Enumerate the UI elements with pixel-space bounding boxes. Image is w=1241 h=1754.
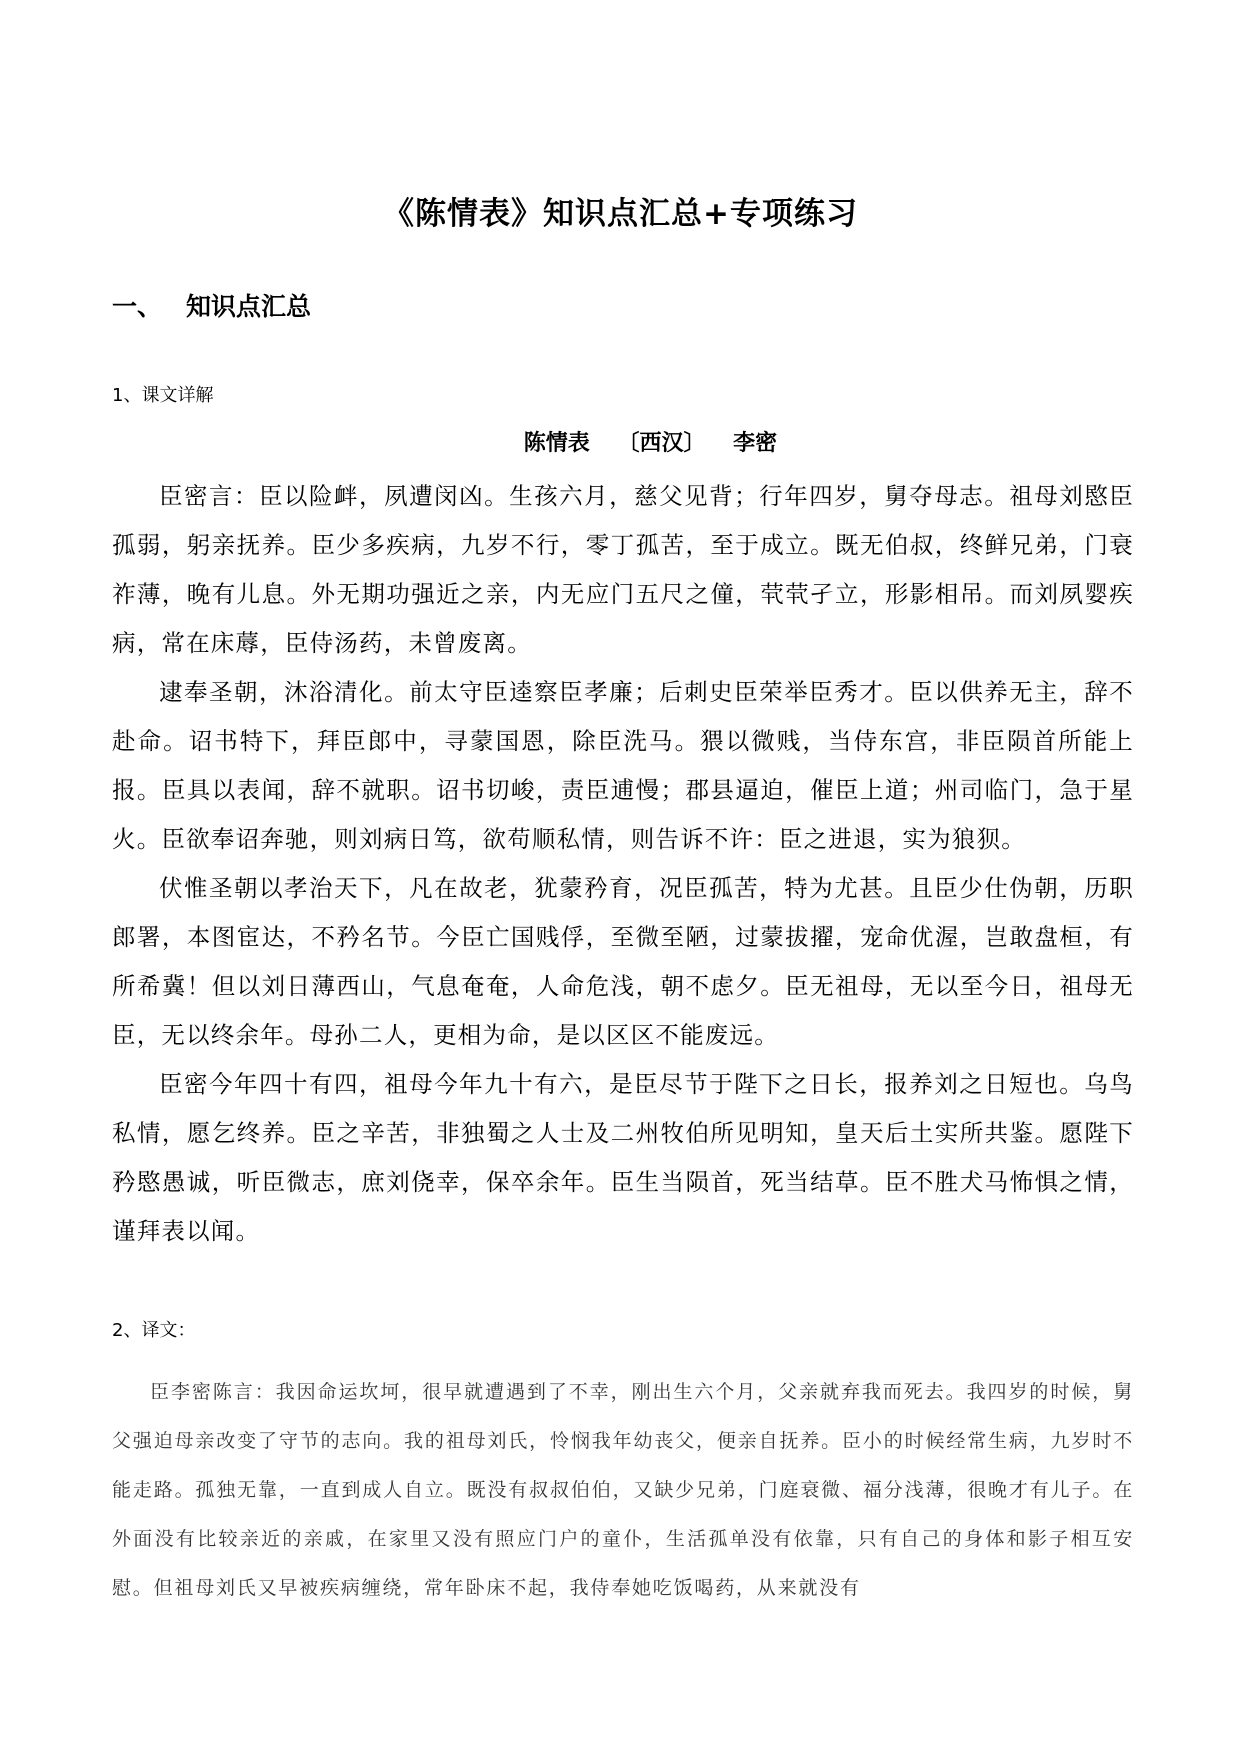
section-heading-text: 知识点汇总 [186, 292, 312, 321]
section-heading [112, 287, 311, 323]
text-title-dynasty: 〔西汉〕 [617, 431, 706, 456]
text-title [0, 426, 1241, 457]
document-title: 《陈情表》知识点汇总+专项练习 [383, 196, 858, 232]
text-title-author: 李密 [733, 431, 778, 456]
text-explain-label: 1、课文详解 [112, 385, 214, 406]
translation-paragraph: 臣李密陈言：我因命运坎坷，很早就遭遇到了不幸，刚出生六个月，父亲就弃我而死去。我四岁的时候，舅父强迫母亲改变了守节的志向。我的祖母刘氏，怜悯我年幼丧父，便亲自抚养。臣小的时候经常生病，九岁时不能走路。孤独无靠，一直到成人自立。既没有叔叔伯伯，又缺少兄弟，门庭衰微、福分浅薄，很晚才有儿子。在外面没有比较亲近的亲戚，在家里又没有照应门户的童仆，生活孤单没有依靠，只有自己的身体和影子相互安慰。但祖母刘氏又早被疾病缠绕，常年卧床不起，我侍奉她吃饭喝药，从来就没有 [112, 1381, 1134, 1599]
text-title-name: 陈情表 [523, 431, 590, 456]
translation-label: 2、译文： [112, 1320, 196, 1341]
classical-paragraph: 臣密今年四十有四，祖母今年九十有六，是臣尽节于陛下之日长，报养刘之日短也。乌鸟私情，愿乞终养。臣之辛苦，非独蜀之人士及二州牧伯所见明知，皇天后土实所共鉴。愿陛下矜愍愚诚，听臣微志，庶刘侥幸，保卒余年。臣生当陨首，死当结草。臣不胜犬马怖惧之情，谨拜表以闻。 [112, 1070, 1134, 1245]
classical-paragraph: 伏惟圣朝以孝治天下，凡在故老，犹蒙矜育，况臣孤苦，特为尤甚。且臣少仕伪朝，历职郎署，本图宦达，不矜名节。今臣亡国贱俘，至微至陋，过蒙拔擢，宠命优渥，岂敢盘桓，有所希冀！但以刘日薄西山，气息奄奄，人命危浅，朝不虑夕。臣无祖母，无以至今日，祖母无臣，无以终余年。母孙二人，更相为命，是以区区不能废远。 [112, 874, 1134, 1049]
classical-paragraph: 臣密言：臣以险衅，夙遭闵凶。生孩六月，慈父见背；行年四岁，舅夺母志。祖母刘愍臣孤弱，躬亲抚养。臣少多疾病，九岁不行，零丁孤苦，至于成立。既无伯叔，终鲜兄弟，门衰祚薄，晚有儿息。外无期功强近之亲，内无应门五尺之僮，茕茕孑立，形影相吊。而刘夙婴疾病，常在床蓐，臣侍汤药，未曾废离。 [112, 482, 1134, 657]
classical-paragraph: 逮奉圣朝，沐浴清化。前太守臣逵察臣孝廉；后刺史臣荣举臣秀才。臣以供养无主，辞不赴命。诏书特下，拜臣郎中，寻蒙国恩，除臣洗马。猥以微贱，当侍东宫，非臣陨首所能上报。臣具以表闻，辞不就职。诏书切峻，责臣逋慢；郡县逼迫，催臣上道；州司临门，急于星火。臣欲奉诏奔驰，则刘病日笃，欲苟顺私情，则告诉不许：臣之进退，实为狼狈。 [112, 678, 1134, 853]
section-number: 一、 [112, 292, 163, 321]
classical-text-body [112, 472, 1134, 1256]
translation-body [112, 1368, 1134, 1613]
